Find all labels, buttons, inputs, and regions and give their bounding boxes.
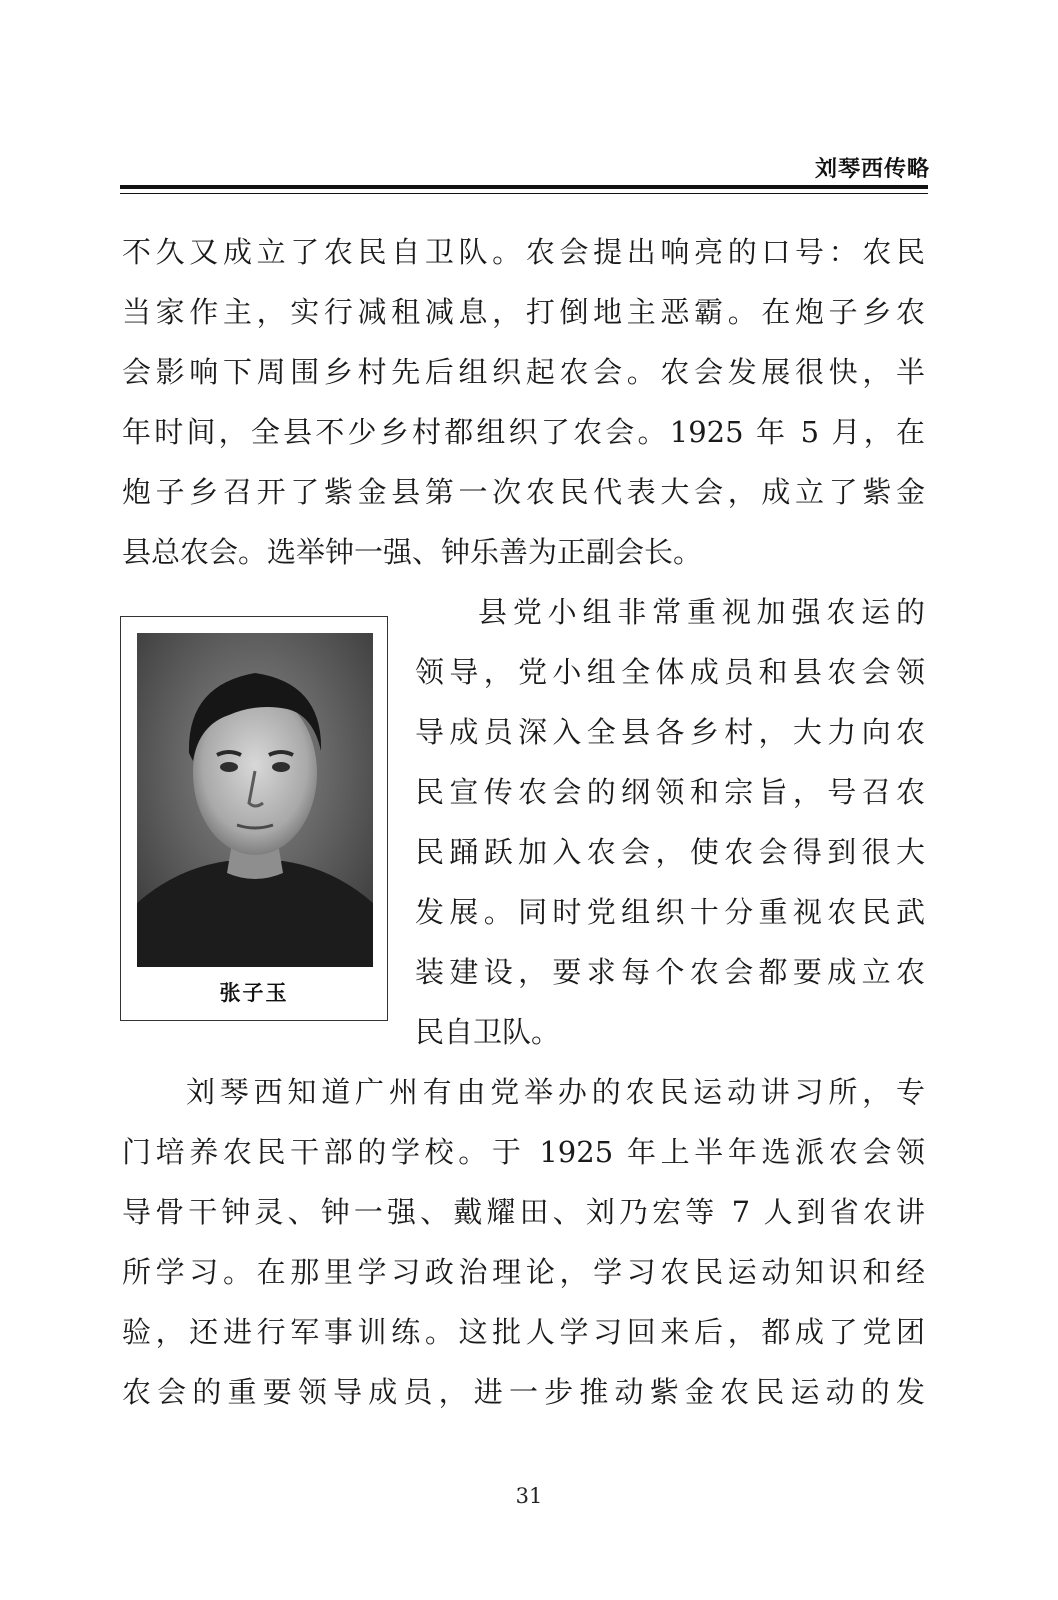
- text-line: 不久又成立了农民自卫队。农会提出响亮的口号：农民: [122, 235, 925, 269]
- text-line: 所学习。在那里学习政治理论，学习农民运动知识和经: [122, 1255, 925, 1289]
- text-line: 装建设，要求每个农会都要成立农: [415, 955, 925, 989]
- text-line: 民自卫队。: [415, 1015, 561, 1049]
- header-rule-thick: [120, 185, 928, 189]
- header-rule-thin: [120, 193, 928, 194]
- text-line: 领导，党小组全体成员和县农会领: [415, 655, 925, 689]
- text-line: 民踊跃加入农会，使农会得到很大: [415, 835, 925, 869]
- portrait-caption: 张子玉: [219, 981, 289, 1005]
- text-line: 炮子乡召开了紫金县第一次农民代表大会，成立了紫金: [122, 475, 925, 509]
- text-line: 刘琴西知道广州有由党举办的农民运动讲习所，专: [186, 1075, 925, 1109]
- running-header-title: 刘琴西传略: [814, 157, 930, 182]
- page-number: 31: [515, 1484, 543, 1508]
- portrait-figure: [120, 616, 388, 1021]
- text-line: 年时间，全县不少乡村都组织了农会。1925 年 5 月，在: [122, 415, 925, 449]
- text-line: 会影响下周围乡村先后组织起农会。农会发展很快，半: [122, 355, 925, 389]
- text-line: 县总农会。选举钟一强、钟乐善为正副会长。: [122, 535, 703, 569]
- text-line: 导成员深入全县各乡村，大力向农: [415, 715, 925, 749]
- text-line: 发展。同时党组织十分重视农民武: [415, 895, 925, 929]
- text-line: 门培养农民干部的学校。于 1925 年上半年选派农会领: [122, 1135, 925, 1169]
- text-line: 导骨干钟灵、钟一强、戴耀田、刘乃宏等 7 人到省农讲: [122, 1195, 925, 1229]
- text-line: 验，还进行军事训练。这批人学习回来后，都成了党团: [122, 1315, 925, 1349]
- portrait-photo: [137, 633, 373, 967]
- text-line: 民宣传农会的纲领和宗旨，号召农: [415, 775, 925, 809]
- text-line: 当家作主，实行减租减息，打倒地主恶霸。在炮子乡农: [122, 295, 925, 329]
- text-line: 农会的重要领导成员，进一步推动紫金农民运动的发: [122, 1375, 925, 1409]
- text-line: 县党小组非常重视加强农运的: [478, 595, 925, 629]
